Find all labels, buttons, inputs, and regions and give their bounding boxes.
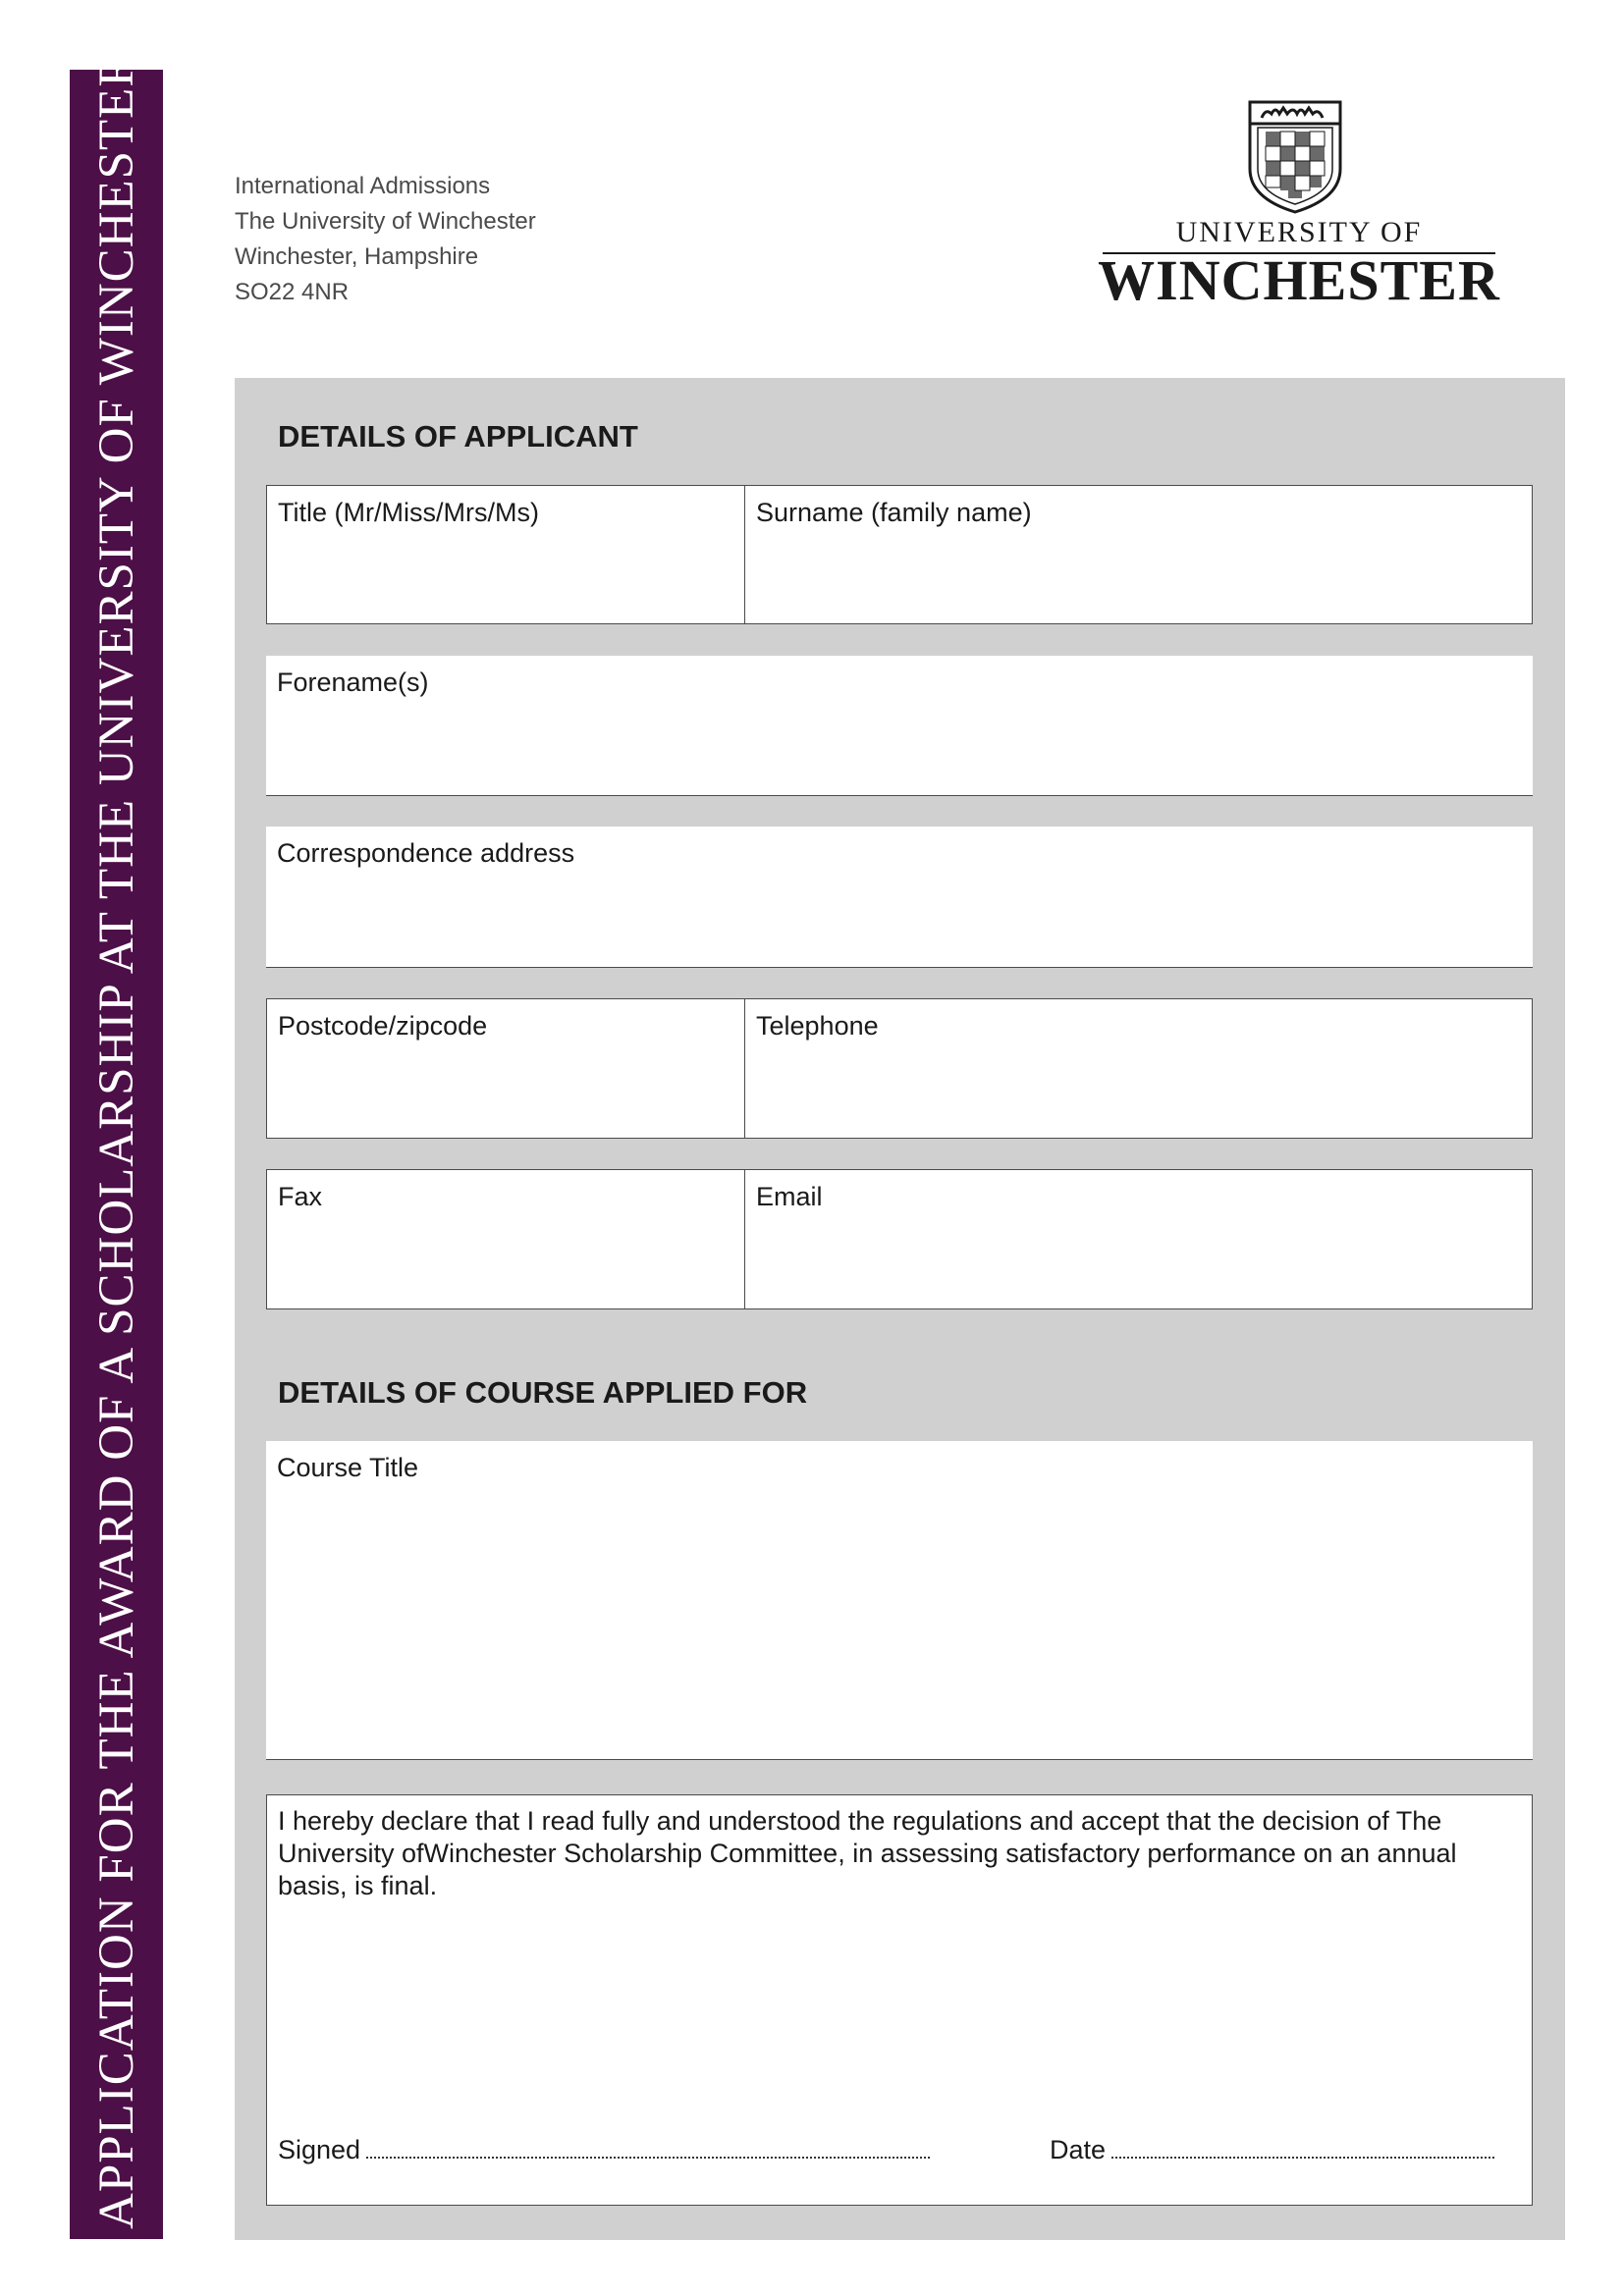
- email-field[interactable]: [745, 1170, 1532, 1308]
- address-row: [266, 827, 1533, 968]
- date-line: [1050, 2135, 1494, 2165]
- course-title-field[interactable]: [266, 1441, 1533, 1759]
- date-field[interactable]: [1111, 2137, 1494, 2159]
- address-line: SO22 4NR: [235, 279, 350, 305]
- postal-address: [235, 169, 536, 310]
- crest-icon: [1248, 100, 1342, 214]
- address-line: The University of Winchester: [235, 208, 536, 235]
- telephone-field-label: Telephone: [756, 1011, 879, 1041]
- logo-text-top: UNIVERSITY OF: [1175, 216, 1423, 248]
- forenames-field-label: Forename(s): [277, 667, 429, 697]
- forenames-row: [266, 656, 1533, 796]
- declaration-text: I hereby declare that I read fully and understood the regulations and accept that the decision of The University ofWinchester Scholarship Committee, in assessing satisfactory performance on an annual basis, is final.: [278, 1806, 1457, 1900]
- course-title-label: Course Title: [277, 1453, 419, 1482]
- fax-field-label: Fax: [278, 1182, 323, 1211]
- title-field-label: Title (Mr/Miss/Mrs/Ms): [278, 498, 539, 527]
- date-label: Date: [1050, 2135, 1107, 2164]
- postcode-telephone-row: [266, 998, 1533, 1139]
- logo-text-main: WINCHESTER: [1098, 248, 1500, 312]
- telephone-field[interactable]: [745, 999, 1532, 1138]
- applicant-section-heading: DETAILS OF APPLICANT: [278, 419, 638, 454]
- side-banner: [70, 52, 163, 2239]
- correspondence-address-field[interactable]: [266, 827, 1533, 967]
- side-banner-title: APPLICATION FOR THE AWARD OF A SCHOLARSHIP AT THE UNIVERSITY OF WINCHESTER: [88, 52, 144, 2229]
- title-field[interactable]: [267, 486, 745, 623]
- fax-email-row: [266, 1169, 1533, 1309]
- correspondence-address-label: Correspondence address: [277, 838, 575, 868]
- course-title-row: [266, 1441, 1533, 1760]
- signature-field[interactable]: [366, 2137, 930, 2159]
- fax-field[interactable]: [267, 1170, 745, 1308]
- surname-field[interactable]: [745, 486, 1532, 623]
- address-line: International Admissions: [235, 173, 491, 199]
- surname-field-label: Surname (family name): [756, 498, 1032, 527]
- university-logo: [1098, 100, 1500, 316]
- declaration-box: [266, 1794, 1533, 2206]
- title-surname-row: [266, 485, 1533, 624]
- signed-label: Signed: [278, 2135, 361, 2164]
- forenames-field[interactable]: [266, 656, 1533, 795]
- course-section-heading: DETAILS OF COURSE APPLIED FOR: [278, 1375, 808, 1410]
- postcode-field[interactable]: [267, 999, 745, 1138]
- email-field-label: Email: [756, 1182, 823, 1211]
- signature-line: [278, 2135, 930, 2165]
- address-line: Winchester, Hampshire: [235, 243, 479, 270]
- postcode-field-label: Postcode/zipcode: [278, 1011, 488, 1041]
